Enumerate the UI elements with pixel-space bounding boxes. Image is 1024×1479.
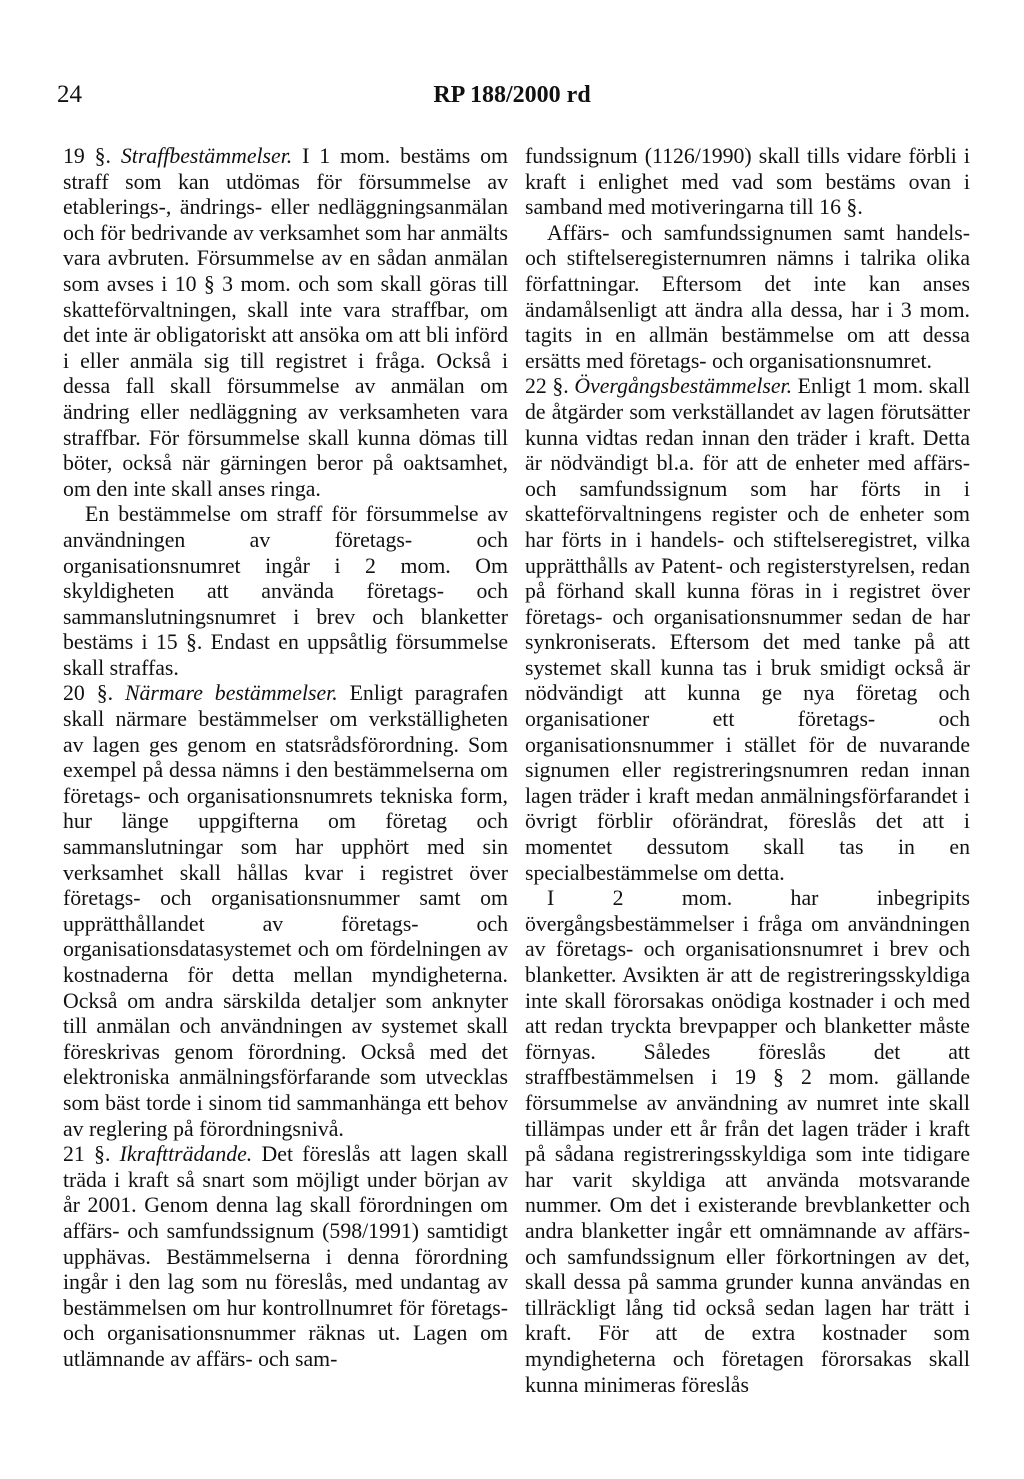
section-21-paragraph-3: Affärs- och samfundssignumen samt handels- och stiftelseregisternumren nämns i talrika olika författningar. Eftersom det inte kan anses ändamålsenligt att ändra alla dessa, har i 3 mom. tagits in en allmän bestämmelse om att dessa ersätts med företags- och organisationsnumret.: [525, 220, 970, 373]
page-header: [0, 80, 1024, 120]
page-number: 24: [57, 81, 82, 108]
section-19-heading: Straffbestämmelser.: [120, 144, 293, 168]
section-20-paragraph: [63, 681, 508, 1142]
section-19-number: 19 §.: [63, 144, 121, 168]
section-20-number: 20 §.: [63, 681, 125, 706]
section-19-paragraph: [63, 144, 508, 502]
section-22-number: 22 §.: [525, 374, 575, 399]
section-21-continuation: fundssignum (1126/1990) skall tills vidare förbli i kraft i enlighet med vad som bestäms ovan i samband med motiveringarna till 16 §.: [525, 144, 970, 220]
section-20-heading: Närmare bestämmelser.: [124, 681, 338, 706]
section-21-text: Det föreslås att lagen skall träda i kraft så snart som möjligt under början av år 2001. Genom denna lag skall förordningen om affärs- och samfundssignum (598/1991) samtidigt upphävas. Bestämmelserna i denna förordning ingår i den lag som nu föreslås, med undantag av bestämmelsen om hur kontrollnumret för företags- och organisationsnummer räknas ut. Lagen om utlämnande av affärs- och sam-: [63, 1142, 508, 1371]
section-21-number: 21 §.: [63, 1142, 120, 1167]
section-22-text: Enligt 1 mom. skall de åtgärder som verkställandet av lagen förutsätter kunna vidtas redan innan den träder i kraft. Detta är nödvändigt bl.a. för att de enheter med affärs- och samfundssignum som har förts in i skatteförvaltningens register och de enheter som har förts in i handels- och stiftelseregistret, vilka upprätthålls av Patent- och registerstyrelsen, redan på förhand skall kunna föras in i registret över företags- och organisationsnummer sedan de har synkroniserats. Eftersom det med tanke på att systemet skall kunna tas i bruk smidigt också är nödvändigt att kunna ge nya företag och organisationer ett företags- och organisationsnummer i stället för de nuvarande signumen eller registreringsnumren redan innan lagen träder i kraft medan anmälningsförfarandet i övrigt förblir oförändrat, föreslås det att i momentet dessutom skall tas in en specialbestämmelse om detta.: [525, 374, 971, 885]
section-21-heading: Ikraftträdande.: [119, 1142, 253, 1167]
section-19-paragraph-2: En bestämmelse om straff för försummelse av användningen av företags- och organisationsnumret ingår i 2 mom. Om skyldigheten att använda företags- och sammanslutningsnumret i brev och blanketter bestäms i 15 §. Endast en uppsåtlig försummelse skall straffas.: [63, 502, 508, 680]
section-22-heading: Övergångsbestämmelser.: [574, 374, 793, 399]
section-19-text: I 1 mom. bestäms om straff som kan utdömas för försummelse av etablerings-, ändrings- eller nedläggningsanmälan och för bedrivande av verksamhet som har anmälts vara avbruten. Försummelse av en sådan anmälan som avses i 10 § 3 mom. och som skall göras till skatteförvaltningen, skall inte vara straffbar, om det inte är obligatoriskt att ansöka om att bli införd i eller anmäla sig till registret i fråga. Också i dessa fall skall försummelse av anmälan om ändring eller nedläggning av verksamheten vara straffbar. För försummelse skall kunna dömas till böter, också när gärningen beror på oaktsamhet, om den inte skall anses ringa.: [63, 144, 508, 501]
running-title: RP 188/2000 rd: [433, 82, 591, 108]
section-21-paragraph: [63, 1142, 508, 1372]
right-column: [525, 144, 970, 1398]
section-22-paragraph-2: I 2 mom. har inbegripits övergångsbestämmelser i fråga om användningen av företags- och organisationsnumret i brev och blanketter. Avsikten är att de registreringsskyldiga inte skall förorsakas onödiga kostnader i och med att redan tryckta brevpapper och blanketter måste förnyas. Således föreslås det att straffbestämmelsen i 19 § 2 mom. gällande försummelse av användning av numret inte skall tillämpas under ett år från det lagen träder i kraft på sådana registreringsskyldiga som inte tidigare har varit skyldiga att använda motsvarande nummer. Om det i existerande brevblanketter och andra blanketter ingår ett omnämnande av affärs- och samfundssignum eller förkortningen av det, skall dessa på samma grunder kunna användas en tillräckligt lång tid också sedan lagen har trätt i kraft. För att de extra kostnader som myndigheterna och företagen förorsakas skall kunna minimeras föreslås: [525, 886, 970, 1397]
section-20-text: Enligt paragrafen skall närmare bestämmelser om verkställigheten av lagen ges genom en statsrådsförordning. Som exempel på dessa nämns i den bestämmelserna om företags- och organisationsnumrets tekniska form, hur länge uppgifterna om företag och sammanslutningar som har upphört med sin verksamhet skall hållas kvar i registret över företags- och organisationsnummer samt om upprätthållandet av företags- och organisationsdatasystemet och om fördelningen av kostnaderna för detta mellan myndigheterna. Också om andra särskilda detaljer som anknyter till anmälan och användningen av systemet skall föreskrivas genom förordning. Också med det elektroniska anmälningsförfarande som utvecklas som bäst torde i sinom tid sammanhänga ett behov av reglering på förordningsnivå.: [63, 681, 508, 1141]
left-column: [63, 144, 508, 1373]
section-22-paragraph: [525, 374, 970, 886]
